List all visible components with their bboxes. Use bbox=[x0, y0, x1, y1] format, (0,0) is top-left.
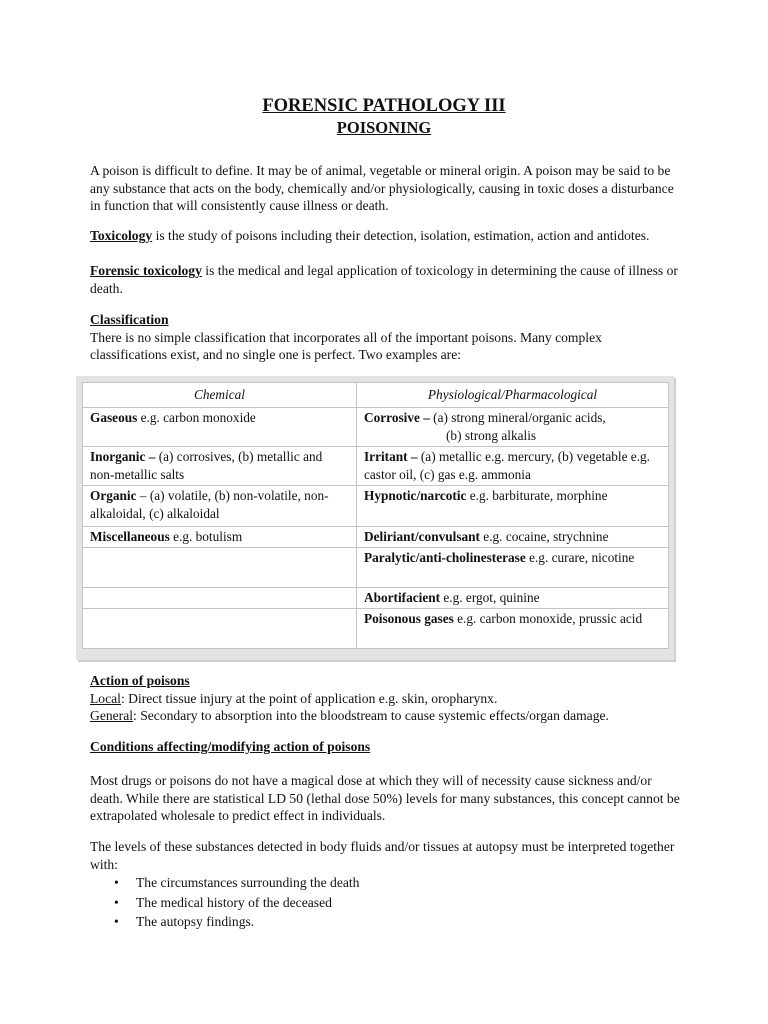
table-cell bbox=[83, 527, 357, 548]
toxicology-term: Toxicology bbox=[90, 228, 153, 243]
general-text: : Secondary to absorption into the bloodstream to cause systemic effects/organ damage. bbox=[133, 708, 609, 724]
page-subtitle: POISONING bbox=[336, 118, 432, 137]
table-cell-empty bbox=[83, 548, 357, 588]
conditions-paragraph-1: Most drugs or poisons do not have a magical dose at which they will of necessity cause sickness and/or death. While there are statistical LD 50 (lethal dose 50%) levels for many substances, this concept cannot be extrapolated wholesale to predict effect in individuals. bbox=[90, 773, 680, 824]
cell-term: Paralytic/anti-cholinesterase bbox=[364, 550, 526, 565]
table-cell-empty bbox=[83, 609, 357, 649]
table-cell bbox=[357, 609, 669, 649]
conditions-heading-line bbox=[90, 738, 680, 756]
cell-text: e.g. cocaine, strychnine bbox=[479, 529, 609, 544]
cell-term: Corrosive – bbox=[364, 410, 430, 425]
page-title: FORENSIC PATHOLOGY III bbox=[262, 96, 506, 116]
list-item-text: The medical history of the deceased bbox=[136, 894, 332, 910]
table-row bbox=[83, 408, 669, 447]
intro-paragraph: A poison is difficult to define. It may be of animal, vegetable or mineral origin. A poison may be said to be any substance that acts on the body, chemically and/or physiologically, causing in toxic doses a disturbance in function that will consistently cause illness or death. bbox=[90, 163, 674, 214]
cell-term: Inorganic – bbox=[90, 449, 156, 464]
cell-text: e.g. botulism bbox=[169, 529, 243, 544]
local-text: : Direct tissue injury at the point of application e.g. skin, oropharynx. bbox=[120, 690, 498, 706]
toxicology-text: is the study of poisons including their detection, isolation, estimation, action and antidotes. bbox=[152, 228, 650, 243]
cell-text: e.g. ergot, quinine bbox=[440, 590, 540, 605]
table-cell bbox=[357, 527, 669, 548]
list-item-text: The circumstances surrounding the death bbox=[136, 875, 360, 890]
cell-text: e.g. carbon monoxide, prussic acid bbox=[453, 611, 643, 626]
bullet-icon: • bbox=[114, 894, 119, 910]
classification-section bbox=[90, 311, 680, 364]
list-item bbox=[90, 913, 359, 933]
table-row bbox=[83, 486, 669, 527]
bullet-icon: • bbox=[114, 914, 119, 929]
table-cell bbox=[357, 408, 669, 447]
table-cell bbox=[357, 486, 669, 527]
findings-list bbox=[90, 874, 359, 933]
cell-term: Poisonous gases bbox=[364, 611, 454, 626]
cell-term: Irritant – bbox=[364, 449, 418, 464]
cell-text-line2: (b) strong alkalis bbox=[446, 427, 537, 443]
forensic-toxicology-definition bbox=[90, 262, 680, 297]
classification-text: There is no simple classification that incorporates all of the important poisons. Many complex classifications exist, and no single one is perfect. Two examples are: bbox=[90, 329, 602, 363]
conditions-paragraph-2: The levels of these substances detected in body fluids and/or tissues at autopsy must be interpreted together with: bbox=[90, 839, 675, 872]
cell-text: (a) metallic e.g. mercury, (b) vegetable e.g. castor oil, (c) gas e.g. ammonia bbox=[364, 449, 651, 482]
table-cell-empty bbox=[83, 588, 357, 609]
list-item bbox=[90, 874, 359, 894]
table-cell bbox=[357, 447, 669, 486]
cell-text: (a) strong mineral/organic acids, bbox=[429, 410, 606, 425]
table-row bbox=[83, 588, 669, 609]
table-cell bbox=[83, 486, 357, 527]
cell-term: Hypnotic/narcotic bbox=[364, 488, 467, 503]
cell-term: Deliriant/convulsant bbox=[364, 529, 480, 544]
toxicology-definition bbox=[90, 227, 680, 245]
classification-table-frame bbox=[76, 376, 674, 660]
table-row bbox=[83, 548, 669, 588]
cell-term: Miscellaneous bbox=[90, 529, 170, 544]
conditions-heading: Conditions affecting/modifying action of poisons bbox=[90, 739, 371, 754]
forensic-toxicology-text: is the medical and legal application of toxicology in determining the cause of illness or death. bbox=[90, 263, 678, 296]
cell-text: e.g. carbon monoxide bbox=[137, 410, 256, 425]
cell-text: e.g. curare, nicotine bbox=[525, 550, 635, 565]
list-item-text: The autopsy findings. bbox=[136, 914, 255, 929]
table-row bbox=[83, 527, 669, 548]
cell-text: (a) corrosives, (b) metallic and non-metallic salts bbox=[90, 449, 323, 482]
cell-text: e.g. barbiturate, morphine bbox=[466, 488, 608, 503]
action-section bbox=[90, 672, 680, 725]
classification-table bbox=[82, 382, 669, 649]
table-row bbox=[83, 447, 669, 486]
bullet-icon: • bbox=[114, 875, 119, 890]
chemical-column-header: Chemical bbox=[83, 383, 357, 408]
table-row bbox=[83, 609, 669, 649]
table-cell bbox=[357, 548, 669, 588]
cell-term: Gaseous bbox=[90, 410, 138, 425]
physiological-column-header: Physiological/Pharmacological bbox=[357, 383, 669, 408]
action-heading: Action of poisons bbox=[90, 673, 190, 688]
table-cell bbox=[83, 447, 357, 486]
cell-text: – (a) volatile, (b) non-volatile, non-alkaloidal, (c) alkaloidal bbox=[90, 488, 329, 521]
table-cell bbox=[83, 408, 357, 447]
list-item bbox=[90, 894, 359, 914]
cell-term: Organic bbox=[90, 488, 137, 503]
cell-term: Abortifacient bbox=[364, 590, 441, 605]
general-term: General bbox=[90, 708, 134, 724]
local-term: Local bbox=[90, 690, 121, 706]
forensic-toxicology-term: Forensic toxicology bbox=[90, 263, 202, 278]
classification-heading: Classification bbox=[90, 312, 169, 327]
table-header-row bbox=[83, 383, 669, 408]
table-cell bbox=[357, 588, 669, 609]
